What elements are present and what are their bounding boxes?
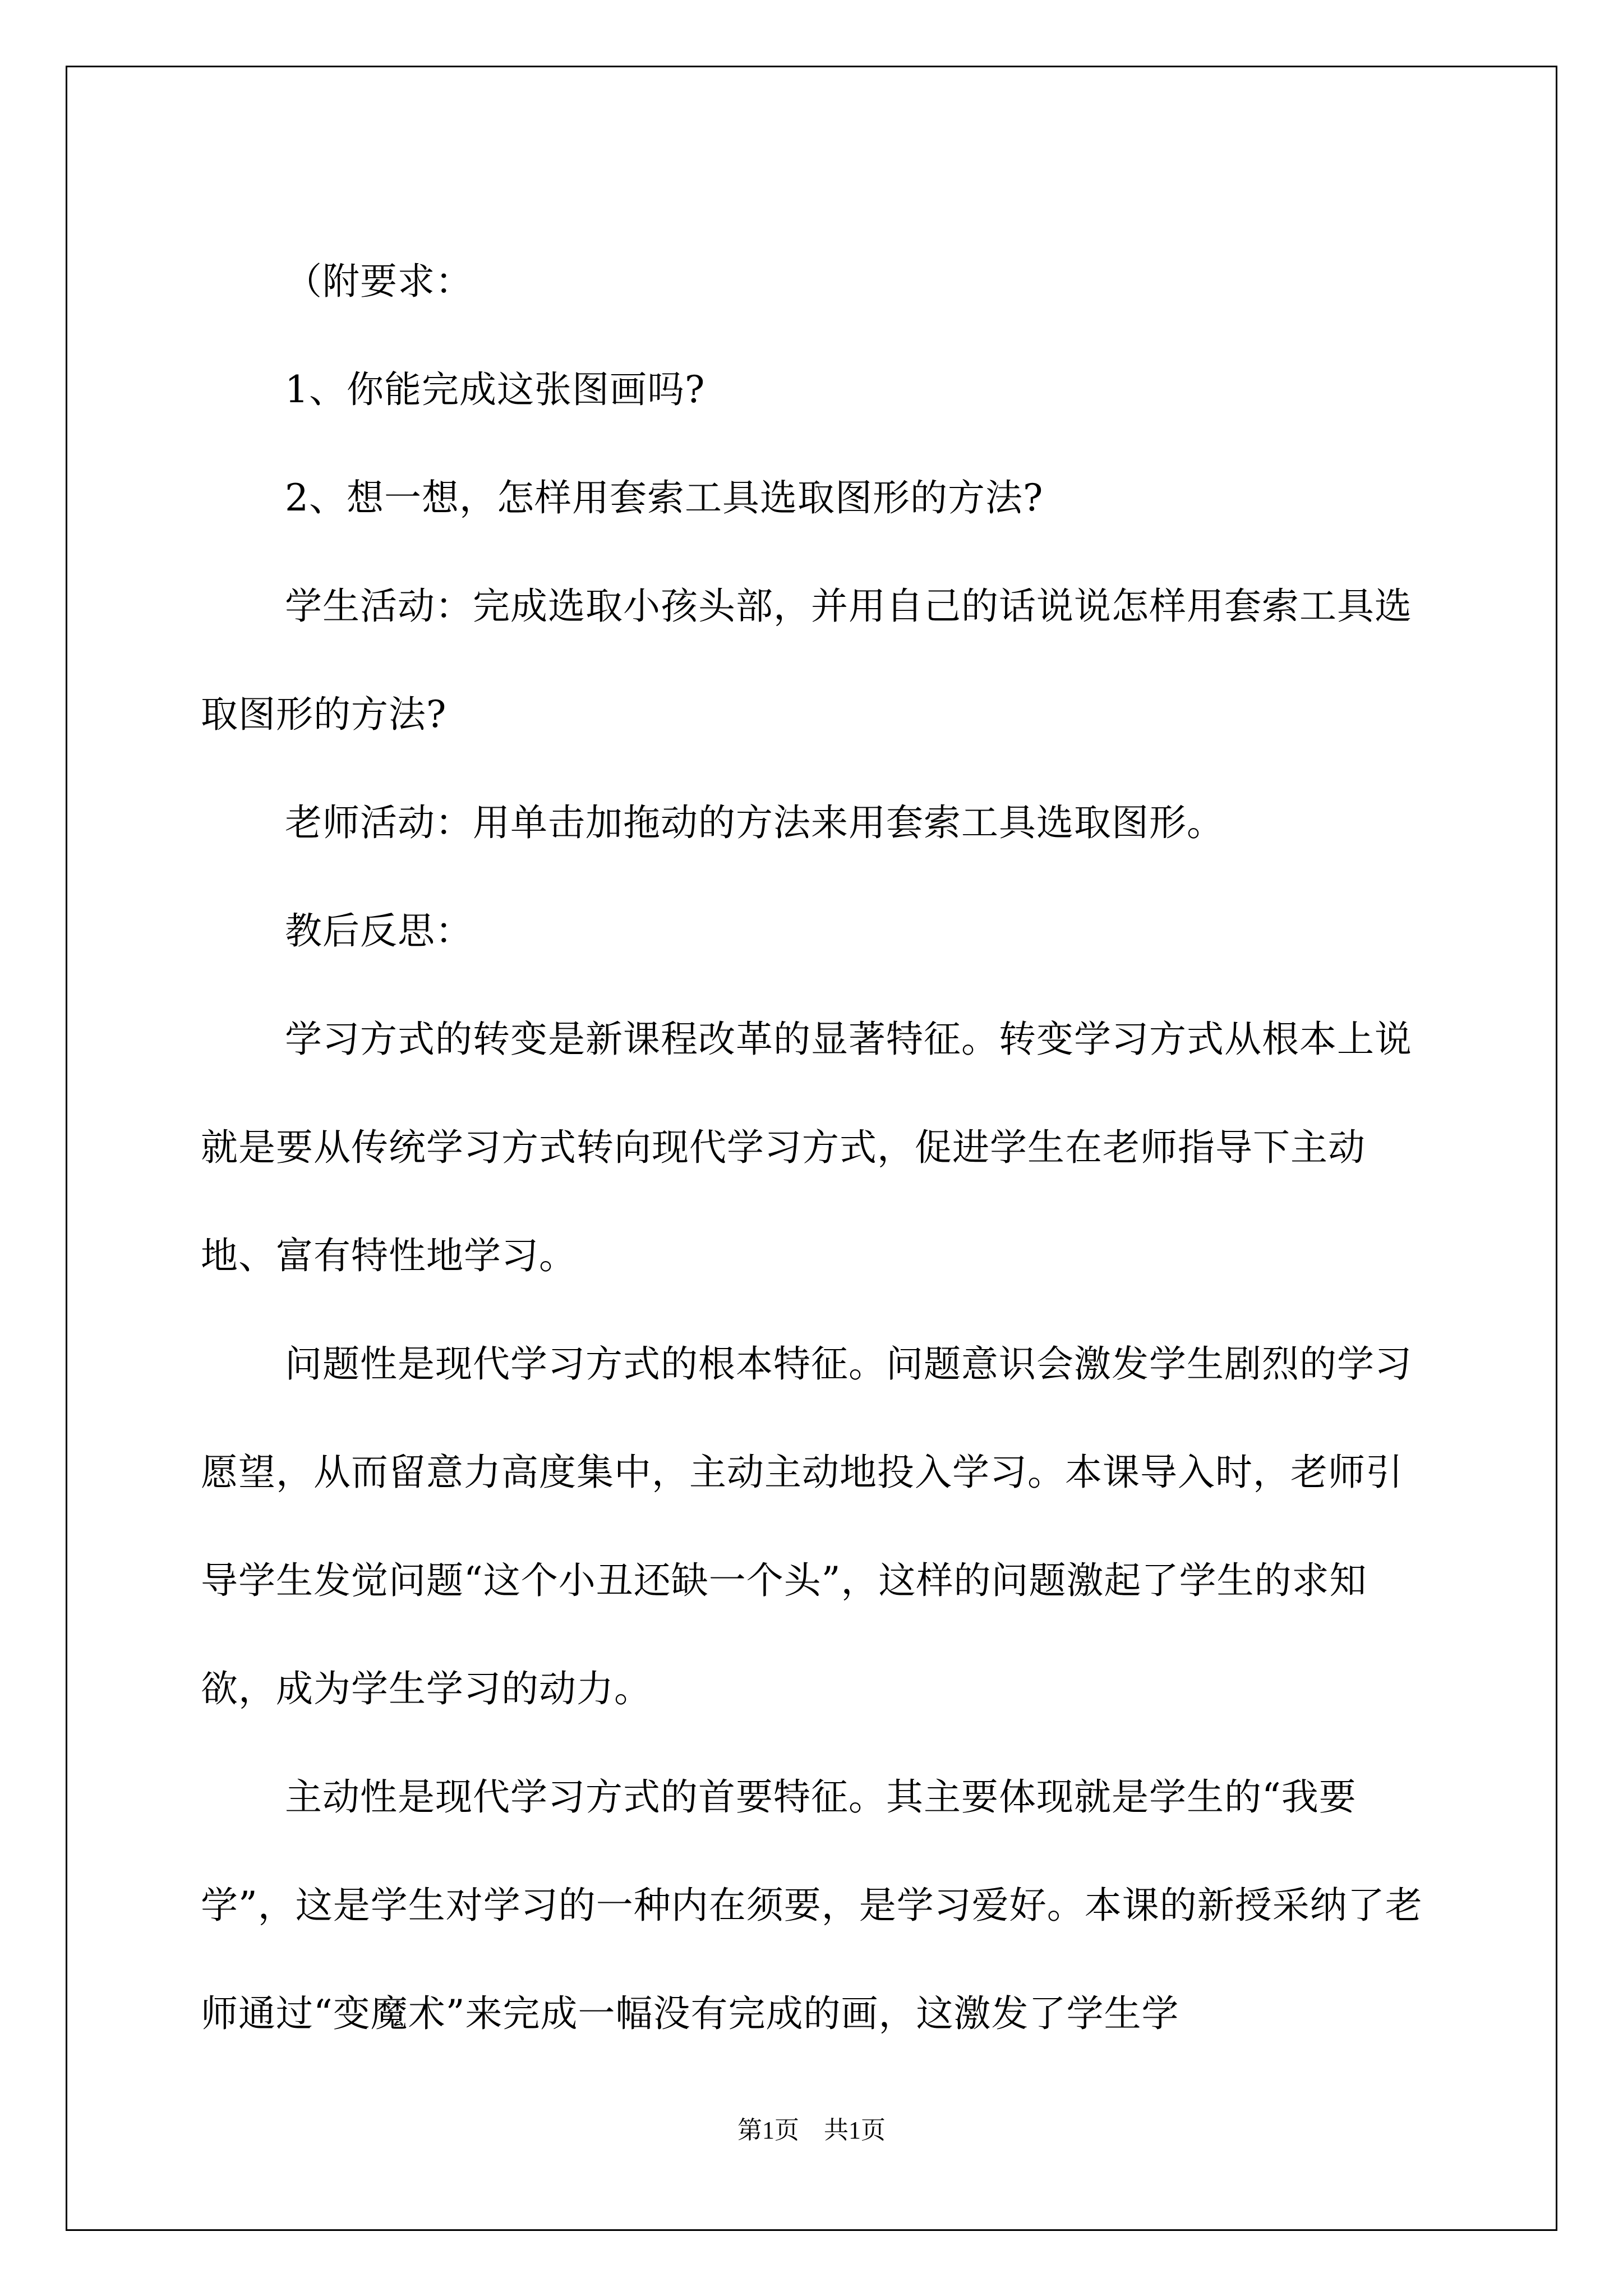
paragraph-student-activity: 学生活动：完成选取小孩头部，并用自己的话说说怎样用套索工具选取图形的方法? [201,585,1412,736]
paragraph-question-2: 2、想一想，怎样用套索工具选取图形的方法? [285,476,1044,519]
paragraph-requirements-heading: （附要求： [285,260,473,303]
paragraph-reflection-2: 问题性是现代学习方式的根本特征。问题意识会激发学生剧烈的学习愿望，从而留意力高度集中，主动主动地投入学习。本课导入时，老师引导学生发觉问题“这个小丑还缺一个头”，这样的问题激起了学生的求知欲，成为学生学习的动力。 [201,1342,1412,1710]
paragraph-question-1: 1、你能完成这张图画吗? [285,368,706,411]
paragraph-reflection-1: 学习方式的转变是新课程改革的显著特征。转变学习方式从根本上说就是要从传统学习方式转向现代学习方式，促进学生在老师指导下主动地、富有特性地学习。 [201,1018,1412,1277]
paragraph-reflection-heading: 教后反思： [285,909,473,953]
paragraph-reflection-3: 主动性是现代学习方式的首要特征。其主要体现就是学生的“我要学”，这是学生对学习的一种内在须要，是学习爱好。本课的新授采纳了老师通过“变魔术”来完成一幅没有完成的画，这激发了学生学 [201,1775,1423,2035]
document-body [201,227,1423,2068]
paragraph-teacher-activity: 老师活动：用单击加拖动的方法来用套索工具选取图形。 [285,801,1224,844]
page-footer: 第1页 共1页 [737,2116,886,2144]
